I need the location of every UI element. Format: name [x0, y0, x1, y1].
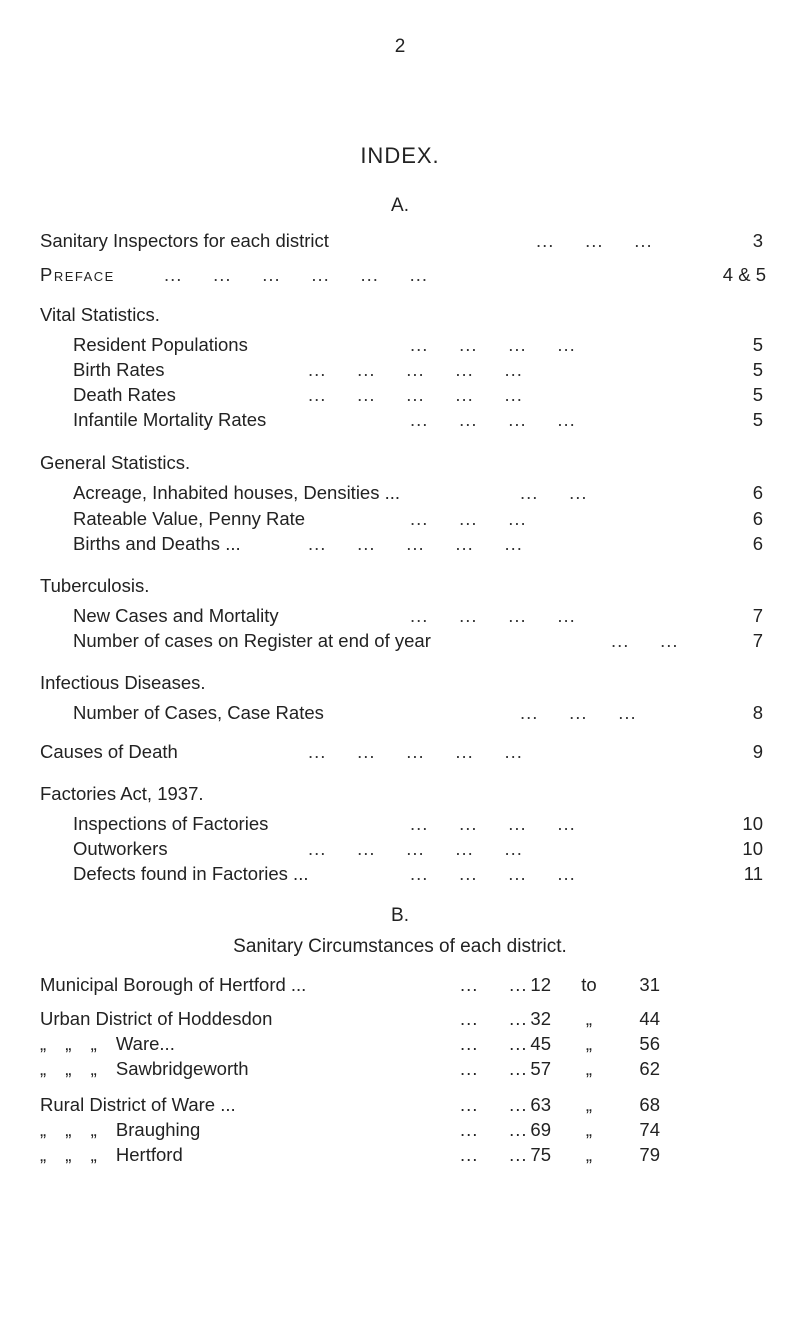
section-b-subtitle: Sanitary Circumstances of each district.	[233, 936, 567, 957]
index-entry: Defects found in Factories ... ... ... ... ... 11	[73, 863, 763, 884]
section-heading: Factories Act, 1937.	[40, 783, 204, 804]
index-entry: Death Rates ... ... ... ... ... 5	[73, 384, 763, 405]
index-entry: Number of cases on Register at end of year ... ... 7	[73, 630, 763, 651]
section-heading: Vital Statistics.	[40, 304, 160, 325]
section-heading: Tuberculosis.	[40, 575, 150, 596]
section-a-label: A.	[391, 195, 409, 216]
index-entry: Preface ... ... ... ... ... ... 4 & 5	[40, 264, 766, 285]
index-entry: Number of Cases, Case Rates ... ... ... 8	[73, 702, 763, 723]
index-entry: Outworkers ... ... ... ... ... 10	[73, 838, 763, 859]
index-entry: Rateable Value, Penny Rate ... ... ... 6	[73, 508, 763, 529]
district-row: „ „ „ Ware... ... ... 45 „ 56	[40, 1033, 660, 1054]
district-row: „ „ „ Hertford ... ... 75 „ 79	[40, 1144, 660, 1165]
district-row: „ „ „ Sawbridgeworth ... ... 57 „ 62	[40, 1058, 660, 1079]
index-entry: New Cases and Mortality ... ... ... ... 7	[73, 605, 763, 626]
index-entry: Inspections of Factories ... ... ... ... 10	[73, 813, 763, 834]
index-entry: Births and Deaths ... ... ... ... ... ... 6	[73, 533, 763, 554]
index-entry: Acreage, Inhabited houses, Densities ... ... ... 6	[73, 482, 763, 503]
index-entry: Sanitary Inspectors for each district ... ... ... 3	[40, 230, 763, 251]
page-number: 2	[394, 36, 406, 57]
section-heading: Infectious Diseases.	[40, 672, 206, 693]
index-entry: Infantile Mortality Rates ... ... ... ... 5	[73, 409, 763, 430]
index-entry: Birth Rates ... ... ... ... ... 5	[73, 359, 763, 380]
section-b-label: B.	[391, 905, 409, 926]
page-title: INDEX.	[360, 143, 440, 168]
district-row: Rural District of Ware ... ... ... 63 „ 68	[40, 1094, 660, 1115]
section-heading: General Statistics.	[40, 452, 191, 473]
district-row: Municipal Borough of Hertford ... ... ... 12 to 31	[40, 974, 660, 995]
index-entry: Causes of Death ... ... ... ... ... 9	[40, 741, 763, 762]
district-row: „ „ „ Braughing ... ... 69 „ 74	[40, 1119, 660, 1140]
district-row: Urban District of Hoddesdon ... ... 32 „ 44	[40, 1008, 660, 1029]
index-entry: Resident Populations ... ... ... ... 5	[73, 334, 763, 355]
